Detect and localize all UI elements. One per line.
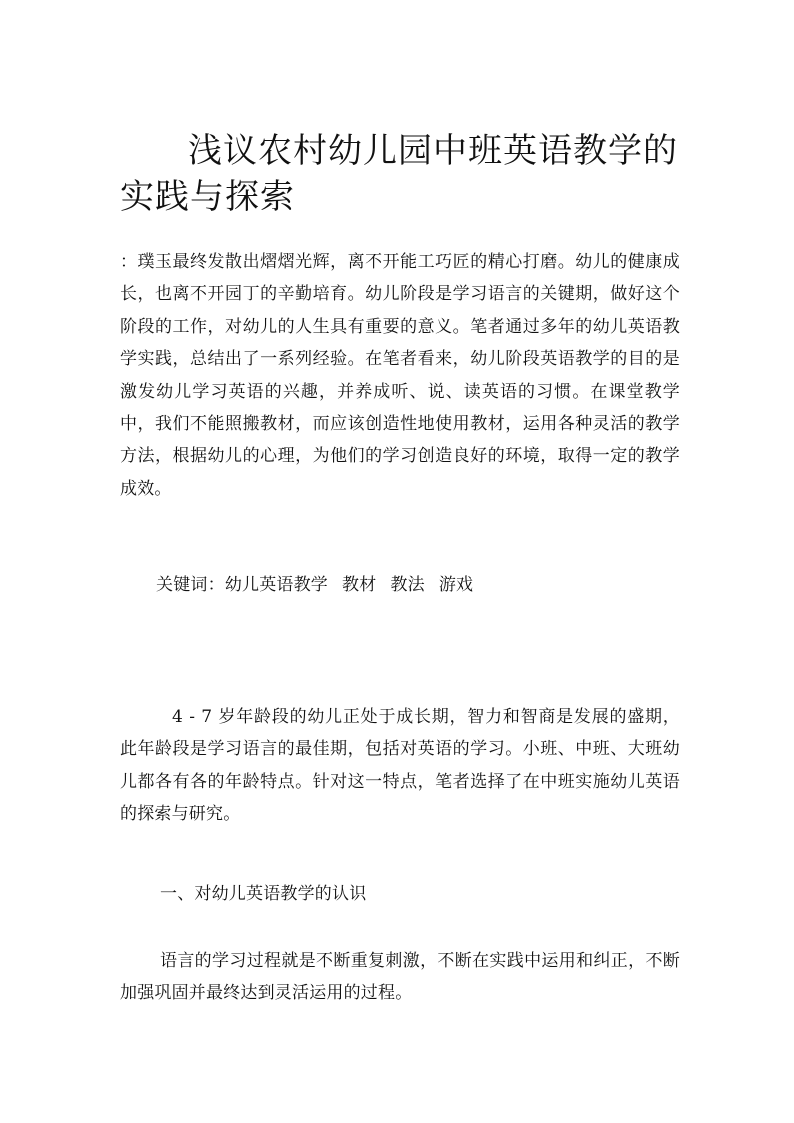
abstract-paragraph: ：璞玉最终发散出熠熠光辉，离不开能工巧匠的精心打磨。幼儿的健康成长，也离不开园丁的辛勤培育。幼儿阶段是学习语言的关键期，做好这个阶段的工作，对幼儿的人生具有重要的意义。笔者通过多年的幼儿英语教学实践，总结出了一系列经验。在笔者看来，幼儿阶段英语教学的目的是激发幼儿学习英语的兴趣，并养成听、说、读英语的习惯。在课堂教学中，我们不能照搬教材，而应该创造性地使用教材，运用各种灵活的教学方法，根据幼儿的心理，为他们的学习创造良好的环境，取得一定的教学成效。 bbox=[120, 252, 680, 499]
keyword-item: 幼儿英语教学 bbox=[224, 575, 329, 595]
body-paragraph: 语言的学习过程就是不断重复刺激，不断在实践中运用和纠正，不断加强巩固并最终达到灵活运用的过程。 bbox=[120, 951, 680, 1004]
keyword-item: 教材 bbox=[342, 575, 377, 595]
section-heading: 一、对幼儿英语教学的认识 bbox=[160, 884, 367, 904]
keyword-item: 游戏 bbox=[438, 575, 474, 595]
document-title-text: 浅议农村幼儿园中班英语教学的实践与探索 bbox=[120, 131, 678, 217]
keyword-item: 教法 bbox=[390, 575, 425, 595]
document-title bbox=[120, 128, 680, 220]
keywords-line bbox=[120, 569, 680, 601]
body-paragraph: 4 - 7 岁年龄段的幼儿正处于成长期，智力和智商是发展的盛期，此年龄段是学习语言的最佳期，包括对英语的学习。小班、中班、大班幼儿都各有各的年龄特点。针对这一特点，笔者选择了在中班实施幼儿英语的探索与研究。 bbox=[120, 707, 680, 825]
keywords-label: 关键词： bbox=[156, 575, 225, 595]
